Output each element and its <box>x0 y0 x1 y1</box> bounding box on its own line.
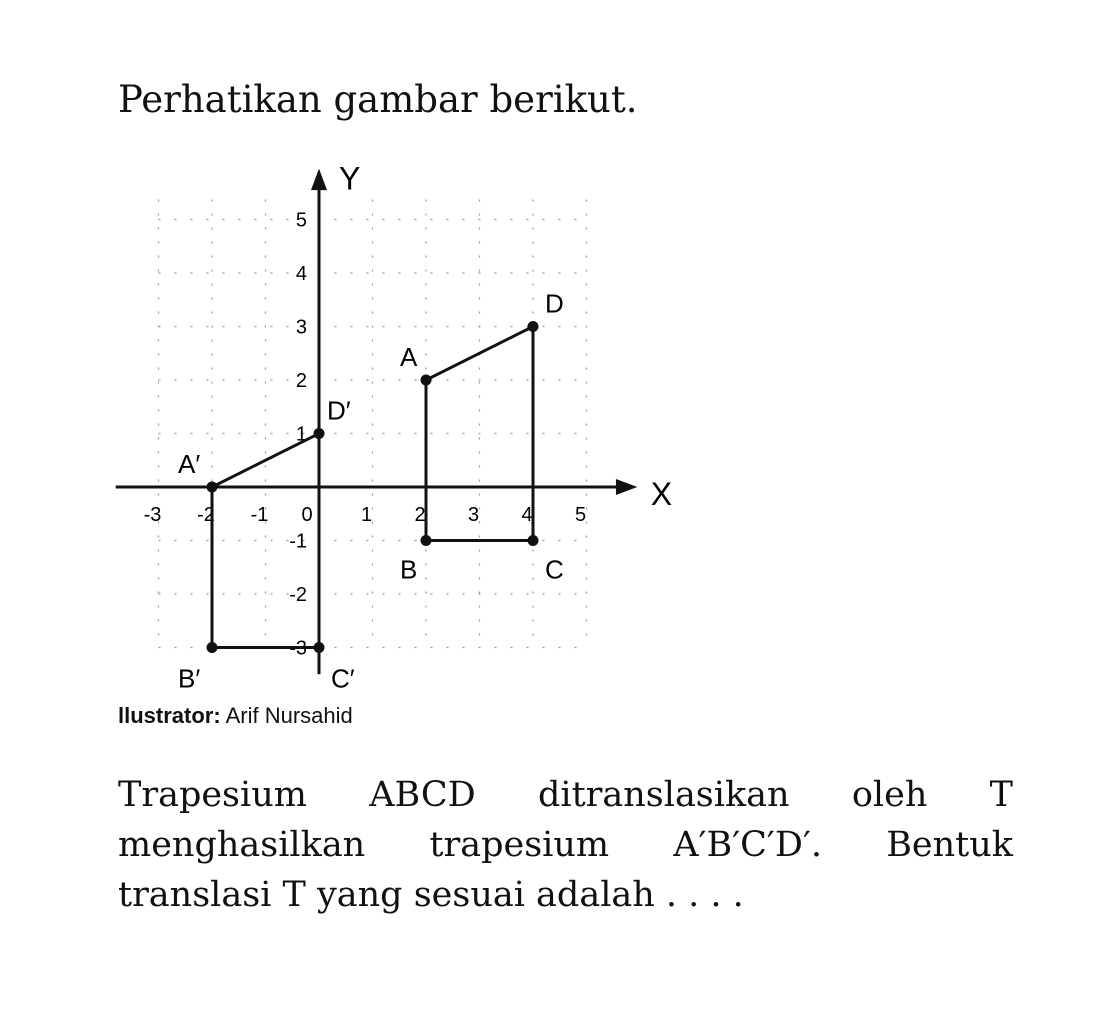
point-label: D′ <box>327 395 351 426</box>
y-tick-label: 1 <box>295 423 307 446</box>
point-label: B′ <box>178 663 201 694</box>
point-label: A <box>400 342 418 372</box>
point-b <box>421 535 432 546</box>
y-tick-label: -1 <box>289 530 307 553</box>
y-tick-label: -3 <box>289 637 307 660</box>
point-label: C′ <box>331 663 355 694</box>
x-tick-label: -2 <box>197 504 215 526</box>
y-axis-label: Y <box>339 160 361 197</box>
x-axis-label: X <box>650 476 673 512</box>
grid <box>159 200 587 648</box>
point-a-prime <box>207 482 218 493</box>
point-d <box>528 321 539 332</box>
point-label: D <box>545 288 564 319</box>
illustrator-label: llustrator: <box>118 703 221 728</box>
y-tick-label: 3 <box>295 316 307 339</box>
x-tick-label: -3 <box>143 504 162 526</box>
x-tick-label: 4 <box>521 504 533 526</box>
illustrator-credit <box>118 703 353 729</box>
point-label: B <box>400 554 418 585</box>
tick-labels <box>144 210 586 660</box>
y-axis-arrow <box>311 169 327 190</box>
x-tick-label: -1 <box>250 504 269 526</box>
point-d-prime <box>314 428 325 439</box>
y-tick-label: 4 <box>295 263 307 285</box>
x-axis-arrow <box>616 479 637 495</box>
point-b-prime <box>207 642 218 653</box>
point-c-prime <box>314 642 325 653</box>
point-label: A′ <box>178 449 201 479</box>
point-a <box>421 375 432 386</box>
y-tick-label: 2 <box>295 370 307 392</box>
x-tick-label: 2 <box>414 504 426 526</box>
axes <box>116 160 672 674</box>
question-text: Trapesium ABCD ditranslasikan oleh T menghasilkan trapesium A′B′C′D′. Bentuk translasi T yang sesuai adalah . . . . <box>118 775 1013 915</box>
x-tick-label: 5 <box>574 504 587 526</box>
x-tick-label: 0 <box>301 504 313 526</box>
y-tick-label: -2 <box>289 584 307 606</box>
x-tick-label: 1 <box>360 504 373 526</box>
illustrator-name: Arif Nursahid <box>225 703 353 728</box>
point-c <box>528 535 539 546</box>
point-label: C <box>545 554 564 585</box>
points <box>178 289 564 694</box>
x-tick-label: 3 <box>467 504 480 526</box>
intro-text: Perhatikan gambar berikut. <box>118 78 638 121</box>
y-tick-label: 5 <box>295 209 307 232</box>
